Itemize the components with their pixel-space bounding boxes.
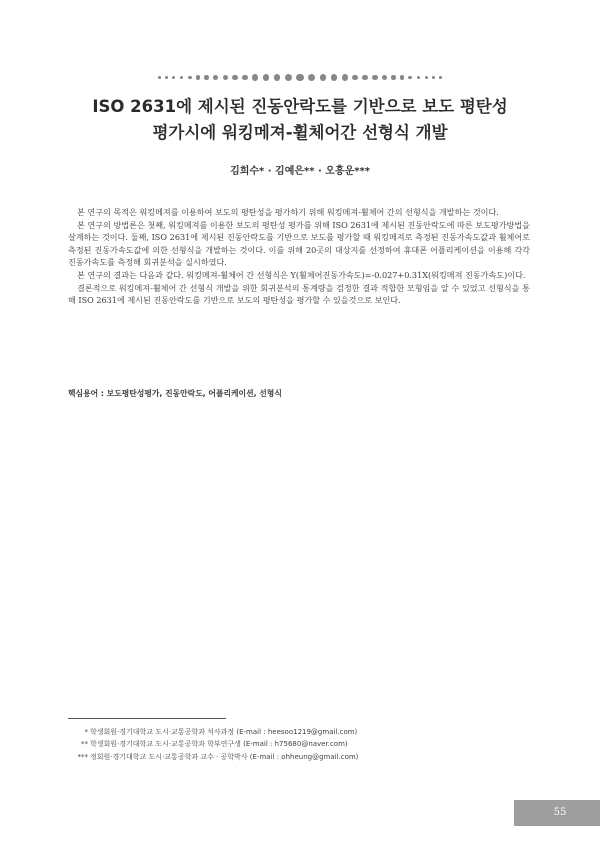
decorative-dot [204, 75, 209, 80]
decorative-dot [213, 75, 218, 80]
decorative-dot [362, 75, 368, 81]
decorative-dot [252, 74, 258, 80]
footnote-divider [68, 718, 226, 719]
decorative-dot [400, 75, 404, 79]
decorative-dot [158, 76, 161, 79]
decorative-dot [372, 75, 377, 80]
page-number-tab: 55 [514, 800, 600, 826]
footnote-text: 학생회원·경기대학교 도시·교통공학과 학부연구생 (E-mail : h75680@naver.com) [90, 740, 348, 749]
footnote-text: 정회원·경기대학교 도시·교통공학과 교수 · 공학박사 (E-mail : ohheung@gmail.com) [90, 752, 359, 761]
decorative-dot [188, 76, 192, 80]
decorative-dot [223, 75, 228, 80]
decorative-dot [263, 74, 270, 81]
decorative-dot [308, 74, 315, 81]
decorative-dot [417, 76, 421, 80]
footnote-mark: ** [81, 740, 88, 749]
decorative-dot [320, 74, 327, 81]
decorative-dot [352, 75, 358, 81]
footnote-mark: * [84, 728, 88, 736]
abstract-paragraph: 본 연구의 결과는 다음과 같다. 워킹메져-휠체어 간 선형식은 Y(휠체어진동가속도)=-0.027+0.31X(워킹메져 진동가속도)이다. [77, 269, 526, 280]
footnote [72, 751, 532, 763]
decorative-dot [331, 74, 338, 81]
decorative-dot [342, 74, 348, 80]
decorative-dot [425, 76, 428, 79]
abstract-paragraph: 본 연구의 목적은 워킹메져를 이용하여 보도의 평탄성을 평가하기 위해 워킹메져-휠체어 간의 선형식을 개발하는 것이다. [77, 207, 499, 217]
decorative-dot [165, 76, 168, 79]
decorative-dot [391, 75, 396, 80]
decorative-dot [232, 75, 238, 81]
decorative-dot [432, 76, 435, 79]
author-list: 김희수* · 김예은** · 오흥운*** [230, 166, 370, 177]
decorative-dot [382, 75, 387, 80]
decorative-dot [196, 75, 200, 79]
footnote-text: 학생회원·경기대학교 도시·교통공학과 석사과정 (E-mail : heesoo1219@gmail.com) [90, 728, 358, 736]
footnote [72, 738, 532, 750]
title-line-1: ISO 2631에 제시된 진동안락도를 기반으로 보도 평탄성 [92, 97, 508, 116]
keywords: 핵심용어 : 보도평탄성평가, 진동안락도, 어플리케이션, 선형식 [68, 389, 282, 398]
decorative-dot [439, 76, 442, 79]
decorative-dot [296, 74, 304, 82]
decorative-dot-row [0, 72, 600, 82]
abstract [68, 206, 530, 307]
abstract-paragraph: 본 연구의 방법론은 첫째, 워킹메져를 이용한 보도의 평탄성 평가를 위해 ISO 2631에 제시된 진동안락도에 따른 보도평가방법을 살계하는 것이다. 둘째, ISO 2631에 제시된 진동안락도를 기반으로 보도를 평가할 때 워킹메져로 측정된 진동가속도값과 휠체어로 측정된 진동가속도값에 의한 선형식을 개발하는 것이다. 이를 위해 20곳의 대상지를 선정하여 휴대폰 어플리케이션을 이용해 각각 진동가속도를 측정해 회귀분석을 실시하였다. [68, 219, 530, 268]
abstract-paragraph: 결론적으로 워킹메져-휠체어 간 선형식 개발을 위한 회귀분석의 통계량을 검정한 결과 적합한 모형임을 알 수 있었고 선형식을 통해 ISO 2631에 제시된 진동안락도를 기반으로 보도의 평탄성을 평가할 수 있을것으로 보인다. [68, 282, 530, 306]
decorative-dot [180, 76, 184, 80]
decorative-dot [408, 76, 412, 80]
decorative-dot [285, 74, 292, 81]
footnote [72, 726, 532, 738]
footnotes [72, 726, 532, 763]
decorative-dot [274, 74, 281, 81]
decorative-dot [172, 76, 175, 79]
title-line-2: 평가시에 워킹메져-휠체어간 선형식 개발 [152, 123, 448, 142]
footnote-mark: *** [77, 752, 88, 761]
decorative-dot [242, 75, 248, 81]
